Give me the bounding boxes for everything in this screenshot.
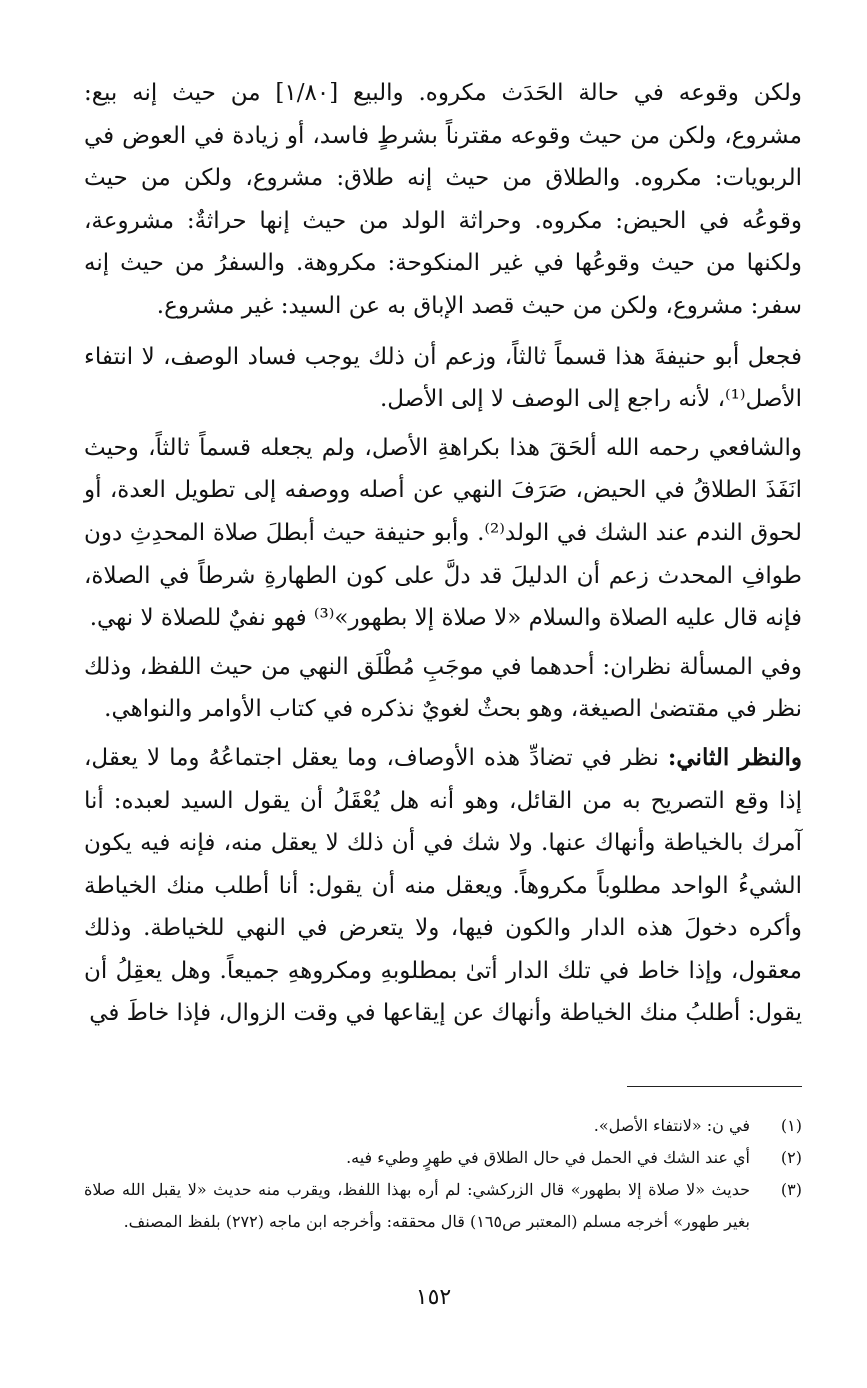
paragraph-1-text: ولكن وقوعه في حالة الحَدَث مكروه. والبيع [١/٨٠] من حيث إنه بيع: مشروع، ولكن من حيث وقوعه مقترناً بشرطٍ فاسد، أو زيادة في العوض في الربويات: مكروه. والطلاق من حيث إنه طلاق: مشروع، ولكن من حيث وقوعُه في الحيض: مكروه. وحراثة الولد من حيث إنها حراثةٌ: مشروعة، ولكنها من حيث وقوعُها في غير المنكوحة: مكروهة. والسفرُ من حيث إنه سفر: مشروع، ولكن من حيث قصد الإباق به عن السيد: غير مشروع. (84, 80, 802, 319)
footnotes (84, 1110, 802, 1238)
page-body (84, 72, 802, 1041)
paragraph-5 (84, 737, 802, 1035)
footnote-1-number: (١) (780, 1116, 802, 1135)
footnote-3-text: حديث «لا صلاة إلا بطهور» قال الزركشي: لم أره بهذا اللفظ، ويقرب منه حديث «لا يقبل الله صلاة بغير طهور» أخرجه مسلم (المعتبر ص١٦٥) قال محققه: وأخرجه ابن ماجه (٢٧٢) بلفظ المصنف. (84, 1180, 750, 1231)
paragraph-1 (84, 72, 802, 328)
footnote-2-text: أي عند الشك في الحمل في حال الطلاق في طهرٍ وطيء فيه. (346, 1148, 750, 1167)
paragraph-5-text: نظر في تضادِّ هذه الأوصاف، وما يعقل اجتماعُهُ وما لا يعقل، إذا وقع التصريح به من القائل، وهو أنه هل يُعْقَلُ أن يقول السيد لعبده: أنا آمرك بالخياطة وأنهاك عنها. ولا شك في أن ذلك لا يعقل منه، فإنه فيه يكون الشيءُ الواحد مطلوباً مكروهاً. ويعقل منه أن يقول: أنا أطلب منك الخياطة وأكره دخولَ هذه الدار والكون فيها، ولا يتعرض في النهي للخياطة. وذلك معقول، وإذا خاط في تلك الدار أتىٰ بمطلوبهِ ومكروههِ جميعاً. وهل يعقِلُ أن يقول: أطلبُ منك الخياطة وأنهاك عن إيقاعها في وقت الزوال، فإذا خاطَ في (84, 744, 802, 1027)
paragraph-3 (84, 427, 802, 640)
footnote-separator (627, 1086, 802, 1087)
footnote-3-number: (٣) (780, 1180, 802, 1199)
paragraph-4 (84, 646, 802, 731)
footnote-1 (84, 1110, 802, 1142)
page-number: ١٥٢ (415, 1285, 452, 1310)
footnote-2-number: (٢) (780, 1148, 802, 1167)
footnote-2 (84, 1142, 802, 1174)
paragraph-4-text: وفي المسألة نظران: أحدهما في موجَبِ مُطْلَق النهي من حيث اللفظ، وذلك نظر في مقتضىٰ الصيغة، وهو بحثٌ لغويٌ نذكره في كتاب الأوامر والنواهي. (84, 653, 802, 723)
paragraph-2-text: فجعل أبو حنيفةَ هذا قسماً ثالثاً، وزعم أن ذلك يوجب فساد الوصف، لا انتفاء الأصل⁽¹⁾، لأنه راجع إلى الوصف لا إلى الأصل. (84, 343, 802, 413)
paragraph-5-lead: والنظر الثاني: (667, 743, 803, 771)
paragraph-2 (84, 336, 802, 421)
paragraph-3-text: والشافعي رحمه الله ألحَقَ هذا بكراهةِ الأصل، ولم يجعله قسماً ثالثاً، وحيث انَفَذَ الطلاقُ في الحيض، صَرَفَ النهي عن أصله ووصفه إلى تطويل العدة، أو لحوق الندم عند الشك في الولد⁽²⁾. وأبو حنيفة حيث أبطلَ صلاة المحدِثِ دون طوافِ المحدث زعم أن الدليلَ قد دلَّ على كون الطهارةِ شرطاً في الصلاة، فإنه قال عليه الصلاة والسلام «لا صلاة إلا بطهور»⁽³⁾ فهو نفيٌ للصلاة لا نهي. (84, 434, 802, 632)
footnote-3 (84, 1174, 802, 1238)
footnote-1-text: في ن: «لانتفاء الأصل». (593, 1116, 750, 1135)
